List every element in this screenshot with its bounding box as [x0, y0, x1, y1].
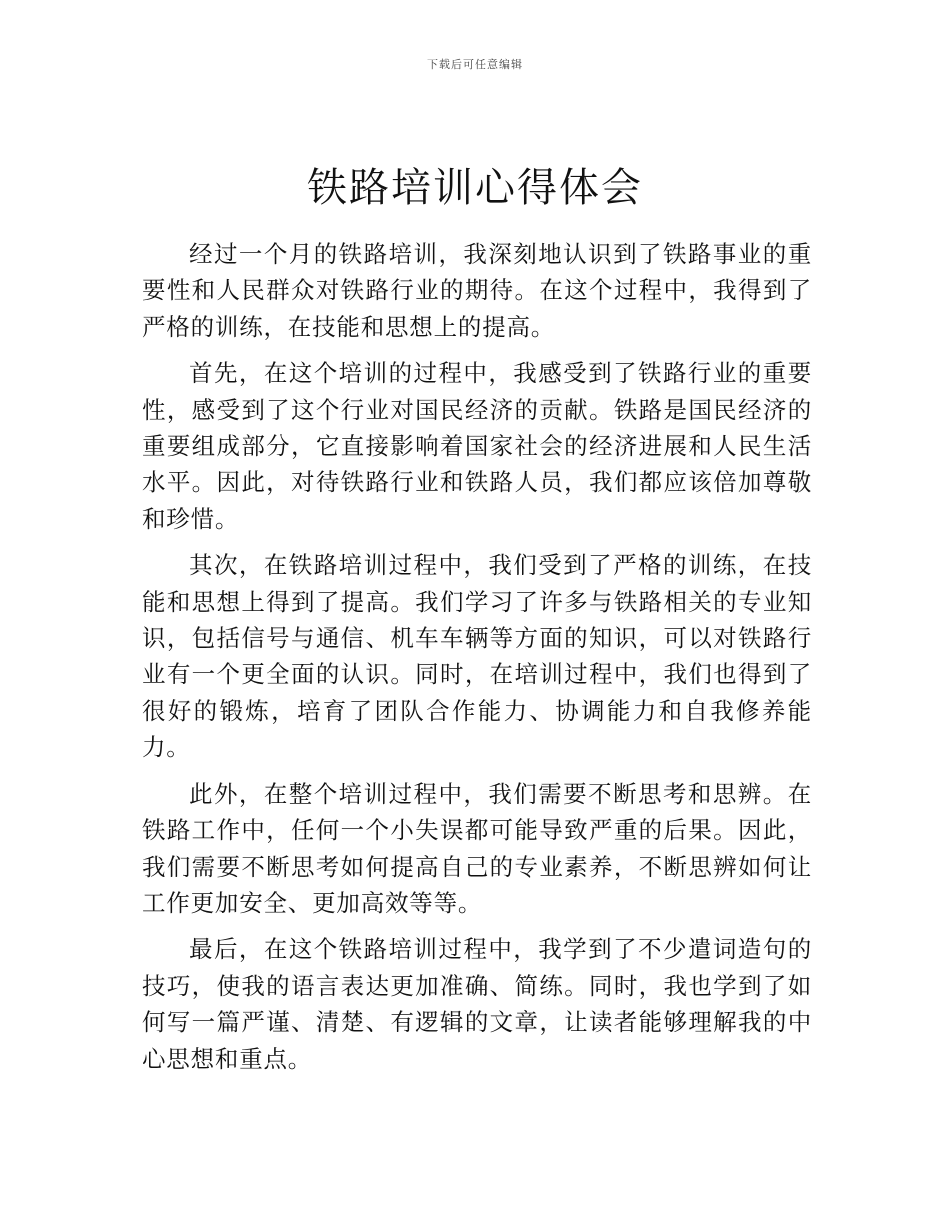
paragraph-3: 其次，在铁路培训过程中，我们受到了严格的训练，在技能和思想上得到了提高。我们学习了许多与铁路相关的专业知识，包括信号与通信、机车车辆等方面的知识，可以对铁路行业有一个更全面的认识。同时，在培训过程中，我们也得到了很好的锻炼，培育了团队合作能力、协调能力和自我修养能力。: [142, 551, 812, 762]
paragraph-5: 最后，在这个铁路培训过程中，我学到了不少遣词造句的技巧，使我的语言表达更加准确、简练。同时，我也学到了如何写一篇严谨、清楚、有逻辑的文章，让读者能够理解我的中心思想和重点。: [142, 935, 812, 1073]
paragraph-1: 经过一个月的铁路培训，我深刻地认识到了铁路事业的重要性和人民群众对铁路行业的期待。在这个过程中，我得到了严格的训练，在技能和思想上的提高。: [142, 240, 812, 341]
paragraph-2: 首先，在这个培训的过程中，我感受到了铁路行业的重要性，感受到了这个行业对国民经济的贡献。铁路是国民经济的重要组成部分，它直接影响着国家社会的经济进展和人民生活水平。因此，对待铁路行业和铁路人员，我们都应该倍加尊敬和珍惜。: [142, 359, 812, 533]
document-body: [142, 236, 812, 1087]
paragraph-4: 此外，在整个培训过程中，我们需要不断思考和思辨。在铁路工作中，任何一个小失误都可能导致严重的后果。因此，我们需要不断思考如何提高自己的专业素养，不断思辨如何让工作更加安全、更加高效等等。: [142, 779, 812, 917]
header-note: 下载后可任意编辑: [427, 58, 523, 71]
document-title: 铁路培训心得体会: [307, 165, 643, 211]
